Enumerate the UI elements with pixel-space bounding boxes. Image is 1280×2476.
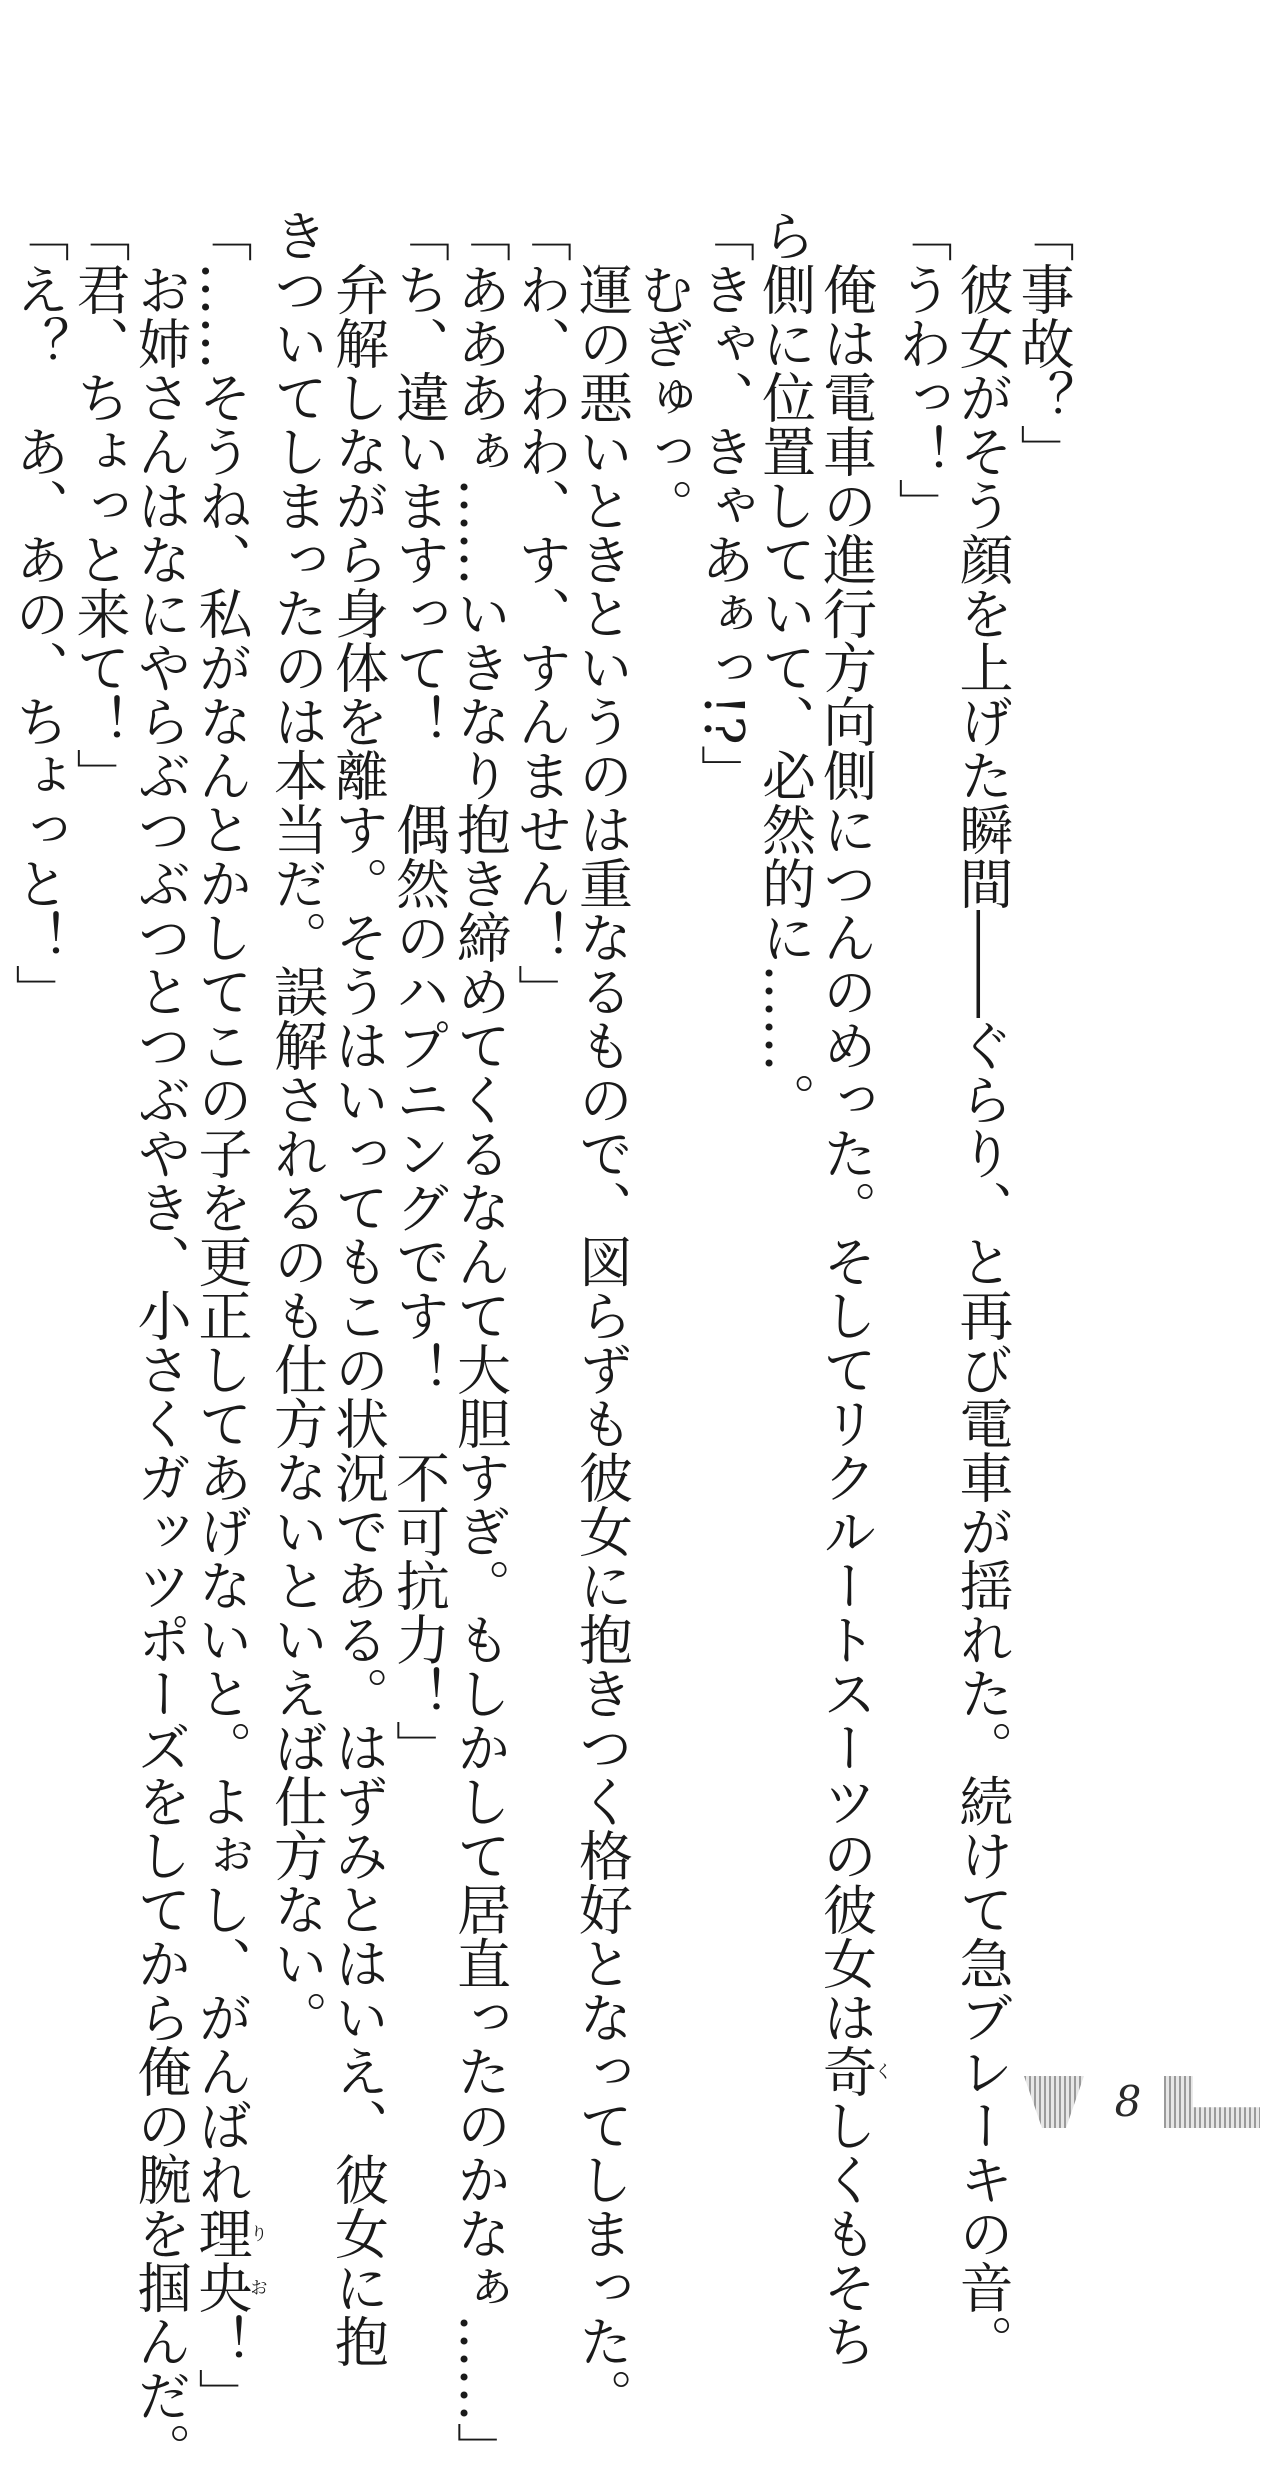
text-line-13: きついてしまったのは本当だ。誤解されるのも仕方ないといえば仕方ない。 bbox=[265, 208, 329, 2044]
text-line-16: 「君、ちょっと来て！」 bbox=[68, 208, 131, 802]
ruby-reading-kushiku: く bbox=[871, 2044, 893, 2098]
ruby-reading-rio: りお bbox=[247, 2206, 268, 2314]
text-line-1: 「事故？」 bbox=[1012, 208, 1075, 478]
text-line-7: むぎゅっ。 bbox=[631, 208, 695, 532]
footer-ornament-right bbox=[1164, 2076, 1260, 2128]
text-line-14-part-b: ！」 bbox=[190, 2314, 253, 2422]
text-line-17: 「え？ あ、あの、ちょっと！」 bbox=[7, 208, 70, 1018]
text-line-14-part-a: 「……そうね、私がなんとかしてこの子を更正してあげないと。よぉし、がんばれ bbox=[190, 208, 253, 2206]
text-line-6: 「きゃ、きゃあぁっ!?」 bbox=[692, 208, 756, 799]
ruby-base-rio: 理央 bbox=[190, 2206, 253, 2314]
ruby-rio bbox=[190, 2206, 268, 2314]
text-line-5: ら側に位置していて、必然的に……。 bbox=[753, 208, 817, 1126]
text-line-2: 彼女がそう顔を上げた瞬間――ぐらり、と再び電車が揺れた。続けて急ブレーキの音。 bbox=[951, 208, 1014, 2368]
page-number: 8 bbox=[1114, 2077, 1142, 2126]
page-footer bbox=[1024, 2068, 1264, 2138]
text-line-10: 「あああぁ……いきなり抱き締めてくるなんて大胆すぎ。もしかして居直ったのかなぁ……」 bbox=[448, 208, 512, 2476]
text-line-11: 「ち、違いますって！ 偶然のハプニングです！ 不可抗力！」 bbox=[387, 208, 451, 1774]
text-line-3: 「うわっ！」 bbox=[890, 208, 953, 532]
ruby-base-kushiku: 奇 bbox=[814, 2044, 878, 2098]
text-line-12: 弁解しながら身体を離す。そうはいってもこの状況である。はずみとはいえ、彼女に抱 bbox=[326, 208, 390, 2368]
text-line-4-part-a: 俺は電車の進行方向側につんのめった。そしてリクルートスーツの彼女は bbox=[814, 208, 878, 2044]
text-line-15: お姉さんはなにやらぶつぶつとつぶやき、小さくガッツポーズをしてから俺の腕を掴んだ。 bbox=[129, 208, 192, 2476]
text-line-4 bbox=[814, 208, 893, 2368]
ruby-kushiku bbox=[814, 2044, 893, 2098]
vertical-text-block bbox=[7, 208, 1075, 2476]
text-line-9: 「わ、わわ、す、すんません！」 bbox=[509, 208, 573, 1018]
text-line-8: 運の悪いときというのは重なるもので、図らずも彼女に抱きつく格好となってしまった。 bbox=[570, 208, 634, 2422]
text-line-4-part-b: しくもそち bbox=[814, 2098, 878, 2368]
text-line-14 bbox=[190, 208, 268, 2422]
footer-ornament-left bbox=[1024, 2076, 1084, 2128]
